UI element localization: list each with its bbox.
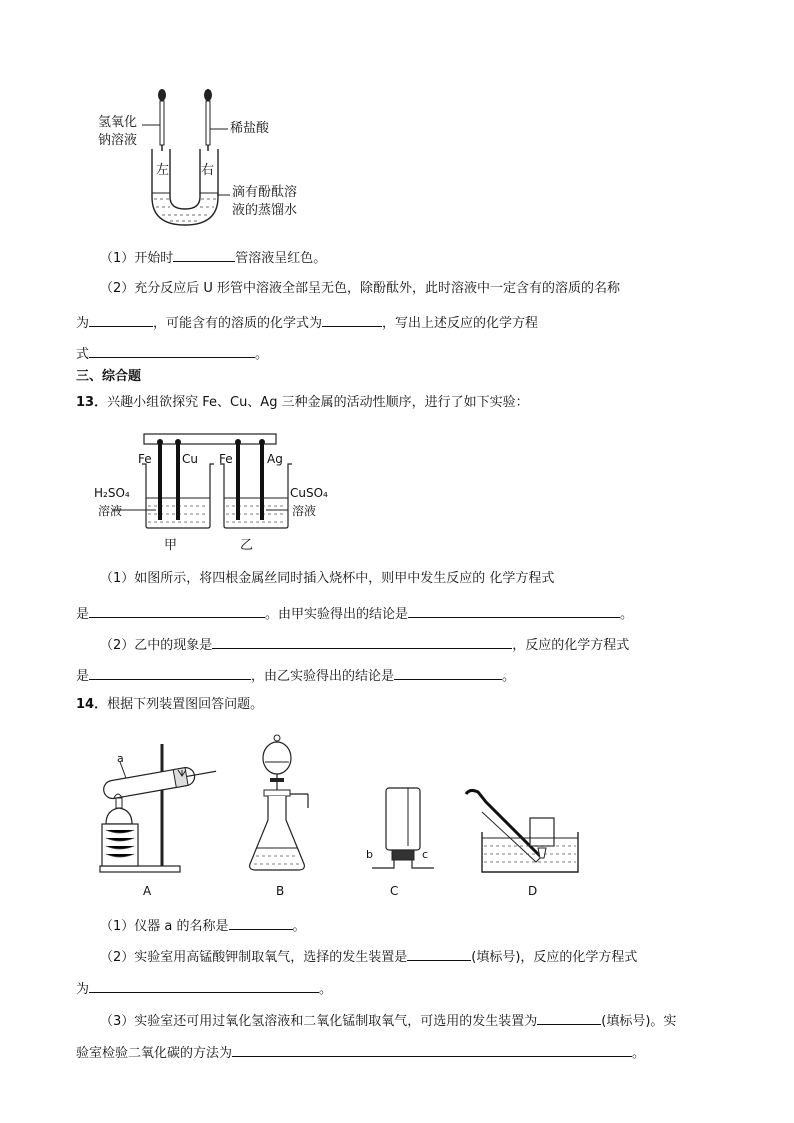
q13-part1-line2: 是 。由甲实验得出的结论是 。 [76, 603, 633, 624]
q14-part2: （2）实验室用高锰酸钾制取氧气，选择的发生装置是 (填标号)，反应的化学方程式 [100, 946, 637, 967]
q14-part1: （1）仪器 a 的名称是 。 [100, 915, 306, 936]
answer-blank[interactable] [89, 603, 265, 618]
q12-part2: （2）充分反应后 U 形管中溶液全部呈无色，除酚酞外，此时溶液中一定含有的溶质的名称 [100, 281, 621, 296]
left-label: 左 [156, 163, 170, 178]
q14-stem: 14．根据下列装置图回答问题。 [76, 697, 264, 712]
q13-part2-line2: 是 ，由乙实验得出的结论是 。 [76, 665, 515, 686]
answer-blank[interactable] [229, 915, 293, 930]
cu-label: Cu [182, 452, 198, 466]
q12-part2-line2: 为 ，可能含有的溶质的化学式为 ，写出上述反应的化学方程 [76, 312, 538, 333]
answer-blank[interactable] [89, 343, 255, 358]
naoh-label: 氢氧化 [98, 115, 138, 130]
label-c: c [422, 848, 429, 861]
q13-stem: 13．兴趣小组欲探究 Fe、Cu、Ag 三种金属的活动性顺序，进行了如下实验： [76, 395, 529, 410]
q14-part2-line2: 为 。 [76, 978, 332, 999]
jia-label: 甲 [164, 538, 178, 553]
water-label: 滴有酚酞溶 [232, 185, 298, 200]
apparatus-d [466, 790, 578, 872]
label-C: C [390, 884, 399, 898]
answer-blank[interactable] [89, 978, 319, 993]
label-b: b [366, 848, 373, 861]
answer-blank[interactable] [232, 1042, 632, 1057]
naoh-label-2: 钠溶液 [98, 133, 138, 148]
naoh-dropper [158, 89, 166, 151]
answer-blank[interactable] [322, 312, 382, 327]
q12-part1: （1）开始时 管溶液呈红色。 [100, 247, 326, 268]
q13-part2: （2）乙中的现象是 ，反应的化学方程式 [100, 634, 629, 655]
cuso4-label: CuSO₄ [290, 486, 328, 500]
hcl-dropper [204, 89, 212, 151]
answer-blank[interactable] [394, 665, 502, 680]
label-A: A [143, 884, 152, 898]
label-B: B [276, 884, 285, 898]
answer-blank[interactable] [89, 312, 153, 327]
ag-label: Ag [267, 452, 283, 466]
q14-part3: （3）实验室还可用过氧化氢溶液和二氧化锰制取氧气，可选用的发生装置为 (填标号)。实 [100, 1010, 676, 1031]
answer-blank[interactable] [212, 634, 512, 649]
cuso4-label-2: 溶液 [292, 504, 317, 518]
right-label: 右 [201, 163, 215, 178]
yi-label: 乙 [240, 538, 254, 553]
water-label-2: 液的蒸馏水 [232, 203, 298, 218]
hcl-label: 稀盐酸 [230, 121, 270, 136]
apparatus-figure [90, 728, 580, 878]
answer-blank[interactable] [89, 665, 251, 680]
q12-part2-line3: 式 。 [76, 343, 268, 364]
answer-blank[interactable] [407, 946, 471, 961]
answer-blank[interactable] [537, 1010, 601, 1025]
fe-label-yi: Fe [219, 452, 233, 466]
h2so4-label-2: 溶液 [98, 504, 123, 518]
section-heading: 三、综合题 [76, 369, 142, 384]
apparatus-b [250, 735, 308, 870]
label-a: a [117, 752, 124, 765]
answer-blank[interactable] [408, 603, 620, 618]
h2so4-label: H₂SO₄ [94, 486, 130, 500]
fe-label-jia: Fe [138, 452, 152, 466]
label-D: D [528, 884, 538, 898]
answer-blank[interactable] [173, 247, 235, 262]
q13-part1: （1）如图所示，将四根金属丝同时插入烧杯中，则甲中发生反应的 化学方程式 [100, 571, 555, 586]
q14-part3-line2: 验室检验二氧化碳的方法为 。 [76, 1042, 645, 1063]
